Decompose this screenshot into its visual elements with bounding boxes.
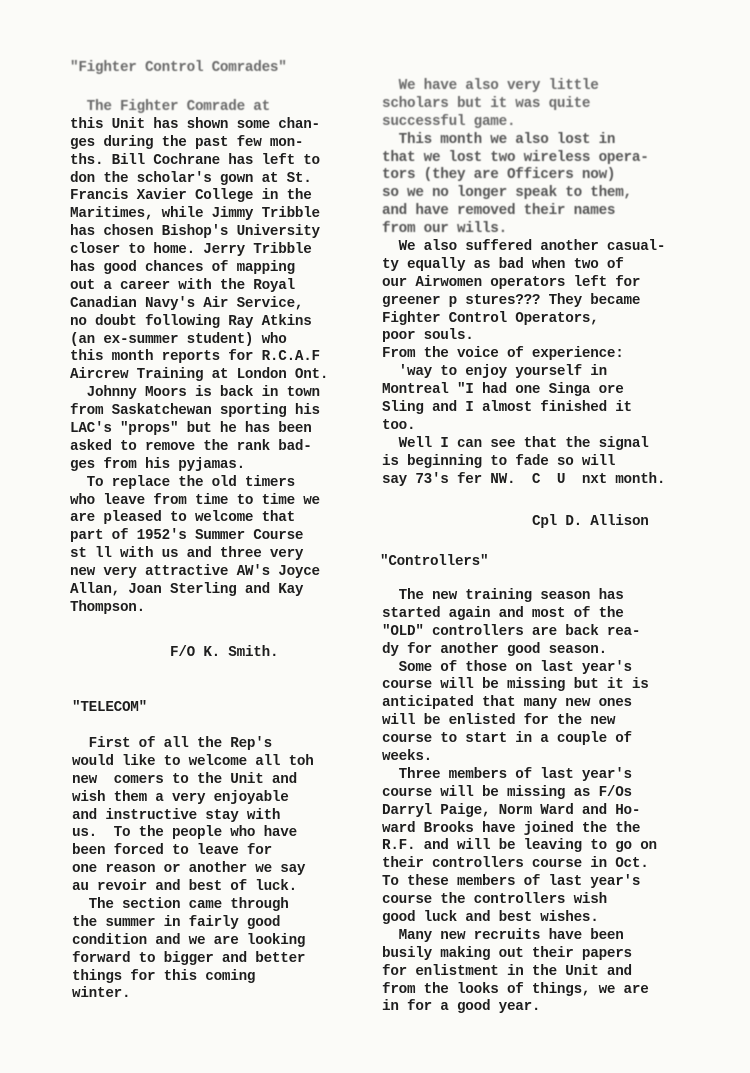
text-line: forward to bigger and better (72, 950, 306, 967)
text-line: We have also very little (382, 78, 599, 94)
telecom-heading: "TELECOM" (72, 700, 147, 716)
text-line: greener p stures??? They became (382, 292, 641, 309)
text-line: will be enlisted for the new (382, 713, 616, 730)
text-line: out a career with the Royal (70, 277, 295, 294)
text-line: Francis Xavier College in the (70, 188, 312, 205)
text-line: tors (they are Officers now) (382, 167, 616, 184)
text-line: R.F. and will be leaving to go on (382, 838, 657, 855)
text-line: ty equally as bad when two of (382, 256, 624, 273)
text-line: busily making out their papers (382, 945, 632, 962)
text-line: new very attractive AW's Joyce (70, 564, 320, 581)
text-line: Some of those on last year's (382, 659, 632, 676)
text-line: condition and we are looking (72, 932, 306, 949)
text-line: Canadian Navy's Air Service, (70, 295, 304, 312)
text-line: part of 1952's Summer Course (70, 528, 304, 545)
text-line: don the scholar's gown at St. (70, 170, 312, 187)
text-line: The new training season has (382, 588, 624, 604)
text-line: no doubt following Ray Atkins (70, 313, 312, 330)
text-line: Well I can see that the signal (382, 435, 649, 452)
text-line: the summer in fairly good (72, 914, 281, 931)
text-line: Sling and I almost finished it (382, 400, 632, 417)
text-line: Three members of last year's (382, 766, 632, 783)
text-line: started again and most of the (382, 605, 624, 622)
text-line: Maritimes, while Jimmy Tribble (70, 206, 320, 223)
text-line: poor souls. (382, 328, 474, 345)
text-line: new comers to the Unit and (72, 771, 297, 788)
text-line: From the voice of experience: (382, 346, 624, 363)
text-line: course will be missing but it is (382, 677, 649, 694)
text-line: course to start in a couple of (382, 731, 632, 748)
text-line: scholars but it was quite (382, 95, 591, 112)
text-line: in for a good year. (382, 999, 541, 1016)
text-line: The Fighter Comrade at (70, 99, 270, 115)
text-line: from our wills. (382, 221, 507, 238)
text-line: ges during the past few mon- (70, 134, 304, 151)
text-line: too. (382, 417, 416, 434)
text-line: winter. (72, 986, 131, 1003)
text-line: To replace the old timers (70, 474, 295, 491)
text-line: This month we also lost in (382, 131, 616, 148)
text-line: this month reports for R.C.A.F (70, 349, 320, 366)
text-line: that we lost two wireless opera- (382, 149, 649, 166)
text-line: "OLD" controllers are back rea- (382, 623, 641, 640)
text-line: our Airwomen operators left for (382, 274, 641, 291)
text-line: dy for another good season. (382, 641, 607, 658)
text-line: course will be missing as F/Os (382, 784, 632, 801)
text-line: Fighter Control Operators, (382, 310, 599, 327)
text-line: been forced to leave for (72, 843, 272, 860)
text-line: The section came through (72, 897, 289, 914)
text-line: First of all the Rep's (72, 736, 272, 752)
text-line: and have removed their names (382, 203, 616, 220)
text-line: who leave from time to time we (70, 492, 320, 509)
text-line: weeks. (382, 749, 432, 766)
text-line: asked to remove the rank bad- (70, 438, 312, 455)
controllers-paragraph (382, 588, 657, 1017)
text-line: for enlistment in the Unit and (382, 963, 632, 980)
text-line: Johnny Moors is back in town (70, 385, 320, 402)
text-line: Thompson. (70, 599, 145, 616)
text-line: has chosen Bishop's University (70, 224, 320, 241)
telecom-paragraph (72, 736, 314, 1004)
text-line: Montreal "I had one Singa ore (382, 382, 624, 399)
text-line: Many new recruits have been (382, 927, 624, 944)
text-line: wish them a very enjoyable (72, 789, 289, 806)
text-line: good luck and best wishes. (382, 910, 599, 927)
fighter-control-signature: F/O K. Smith. (170, 645, 279, 661)
text-line: anticipated that many new ones (382, 695, 632, 712)
text-line: ward Brooks have joined the the (382, 820, 641, 837)
text-line: would like to welcome all toh (72, 753, 314, 770)
text-line: ths. Bill Cochrane has left to (70, 152, 320, 169)
text-line: (an ex-summer student) who (70, 331, 287, 348)
text-line: Darryl Paige, Norm Ward and Ho- (382, 802, 641, 819)
text-line: LAC's "props" but he has been (70, 421, 312, 438)
text-line: things for this coming (72, 968, 256, 985)
text-line: their controllers course in Oct. (382, 856, 649, 873)
text-line: are pleased to welcome that (70, 510, 295, 527)
text-line: this Unit has shown some chan- (70, 116, 320, 133)
text-line: We also suffered another casual- (382, 239, 666, 256)
text-line: from the looks of things, we are (382, 981, 649, 998)
text-line: from Saskatchewan sporting his (70, 403, 320, 420)
text-line: To these members of last year's (382, 874, 641, 891)
text-line: say 73's fer NW. C U nxt month. (382, 471, 666, 488)
text-line: course the controllers wish (382, 892, 607, 909)
telecom-continued-paragraph (382, 78, 665, 489)
controllers-heading: "Controllers" (380, 554, 489, 570)
text-line: au revoir and best of luck. (72, 879, 297, 896)
text-line: closer to home. Jerry Tribble (70, 242, 312, 259)
fighter-control-paragraph (70, 99, 328, 618)
text-line: one reason or another we say (72, 861, 306, 878)
text-line: st ll with us and three very (70, 546, 304, 563)
text-line: and instructive stay with (72, 807, 281, 824)
telecom-signature: Cpl D. Allison (532, 514, 649, 530)
text-line: has good chances of mapping (70, 260, 295, 277)
text-line: successful game. (382, 113, 516, 130)
text-line: ges from his pyjamas. (70, 456, 245, 473)
text-line: so we no longer speak to them, (382, 185, 632, 202)
text-line: Aircrew Training at London Ont. (70, 367, 329, 384)
text-line: us. To the people who have (72, 825, 297, 842)
text-line: is beginning to fade so will (382, 453, 616, 470)
fighter-control-heading: "Fighter Control Comrades" (70, 60, 287, 76)
text-line: Allan, Joan Sterling and Kay (70, 582, 304, 599)
text-line: 'way to enjoy yourself in (382, 364, 607, 381)
